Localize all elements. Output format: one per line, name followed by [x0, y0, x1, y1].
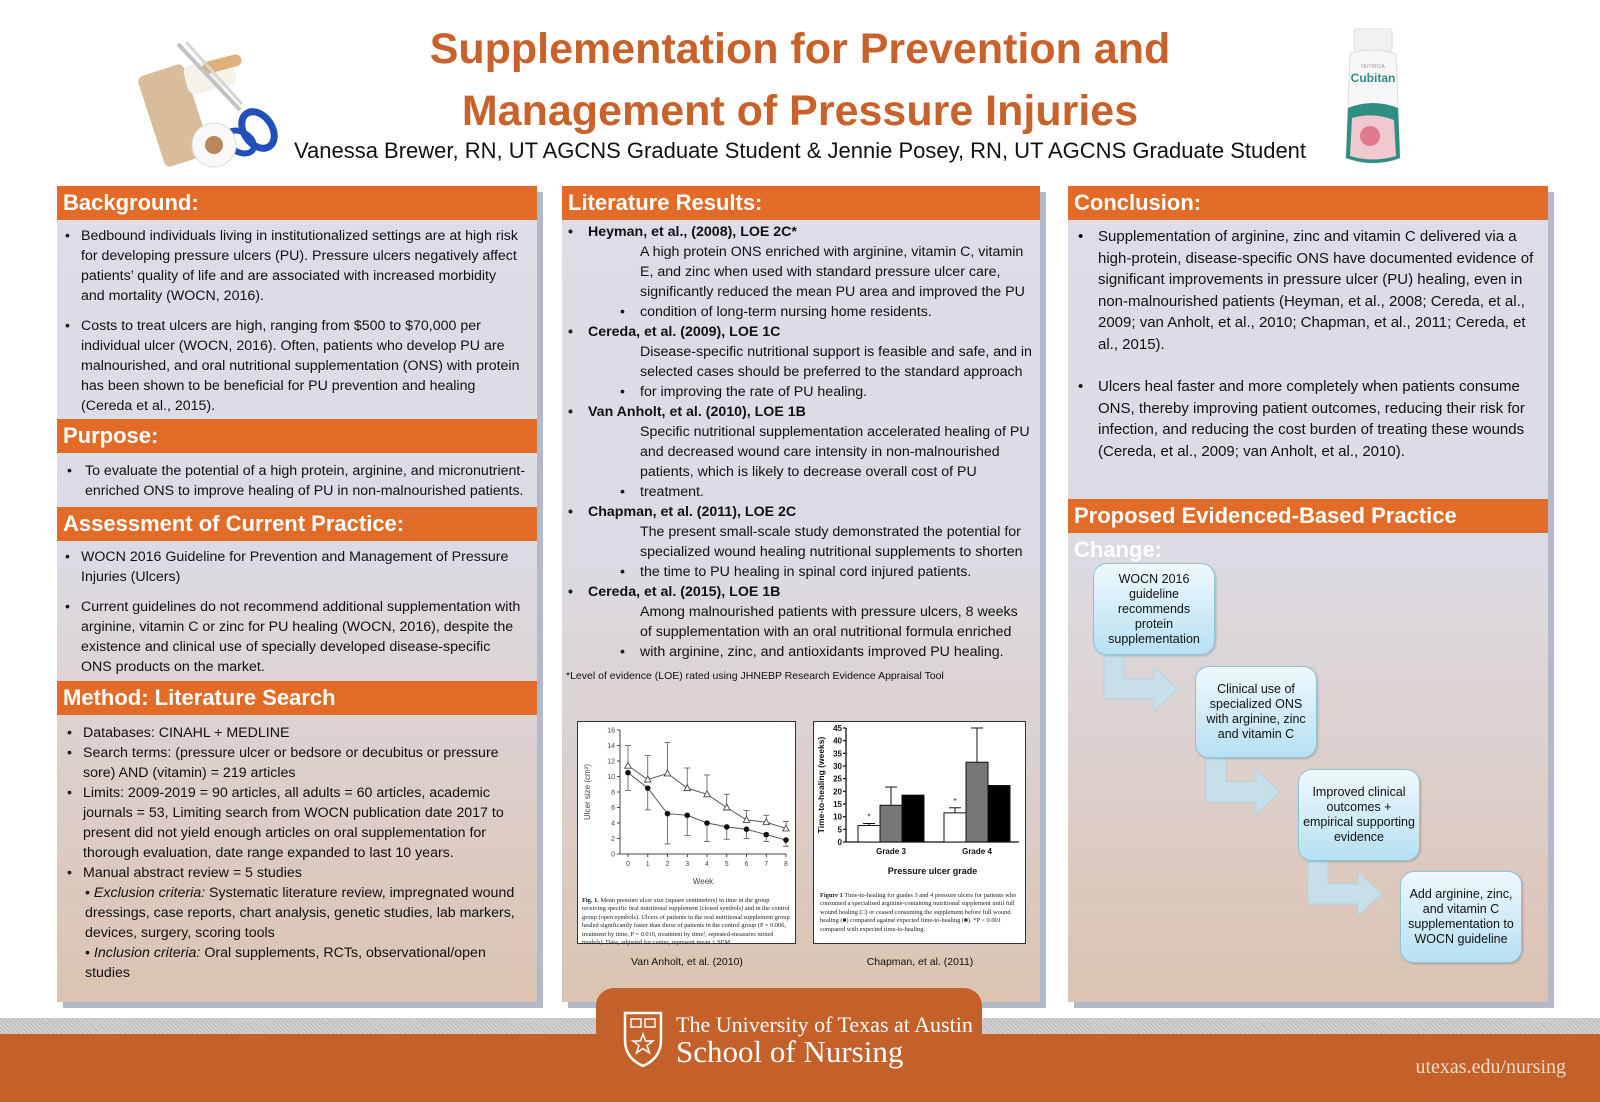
study-finding: Disease-specific nutritional support is feasible and safe, and in selected cases should be preferred to the standard approach for improving the rate of PU healing. •: [620, 344, 1032, 400]
y-tick-label: 5: [837, 825, 842, 835]
data-point: [645, 785, 651, 791]
data-point: [665, 811, 671, 817]
list-item: • Databases: CINAHL + MEDLINE: [63, 723, 523, 743]
x-axis-label: Pressure ulcer grade: [887, 866, 978, 876]
website-url[interactable]: utexas.edu/nursing: [1415, 1056, 1566, 1078]
footnote-mark: *: [566, 670, 571, 682]
bar: [966, 762, 988, 842]
data-point: [763, 832, 769, 838]
x-tick-label: 0: [626, 861, 630, 868]
bullet: •: [620, 644, 625, 660]
list-item: • Manual abstract review = 5 studies: [63, 863, 523, 883]
data-point: [724, 804, 730, 810]
y-tick-label: 35: [833, 749, 842, 759]
bar: [880, 805, 902, 842]
x-tick-label: 1: [645, 861, 650, 868]
list-item: • Current guidelines do not recommend additional supplementation with arginine, vitamin C or zinc for PU healing (WOCN, 2016), despite the existence and clinical use of specially developed disease-specific ONS products on the market.: [61, 597, 523, 677]
x-tick-label: 8: [784, 861, 788, 868]
right-column-panel: [1068, 186, 1548, 1002]
significance-marker: *: [867, 812, 871, 822]
bar: [858, 826, 880, 842]
study-citation: Cereda, et al. (2009), LOE 1C •: [568, 324, 781, 340]
bar: [944, 813, 966, 842]
study-entry: [566, 402, 1032, 502]
y-tick-label: 16: [607, 727, 615, 735]
y-tick-label: 45: [833, 724, 842, 733]
y-tick-label: 25: [833, 774, 842, 784]
flow-step-4: Add arginine, zinc, and vitamin C supplementation to WOCN guideline: [1400, 871, 1522, 963]
flow-step-3: Improved clinical outcomes + empirical supporting evidence: [1298, 769, 1420, 861]
bullet: •: [568, 504, 573, 520]
x-tick-label: 4: [705, 861, 709, 868]
bullet: •: [568, 584, 573, 600]
chapman-chart: [813, 721, 1026, 944]
data-point: [625, 762, 631, 768]
study-entry: [566, 502, 1032, 582]
data-point: [684, 785, 690, 791]
conclusion-heading: Conclusion:: [1068, 186, 1548, 220]
university-name: The University of Texas at Austin: [676, 1012, 973, 1037]
bar: [988, 786, 1010, 842]
study-finding: Specific nutritional supplementation accelerated healing of PU and decreased wound care intensity in non-malnourished patients, which is likely to decrease overall cost of PU treatment. •: [620, 424, 1030, 500]
x-axis-label: Week: [692, 877, 714, 886]
caption-label: Figure 1: [820, 892, 843, 899]
practice-change-heading: Proposed Evidenced-Based Practice Change:: [1068, 499, 1548, 533]
flow-step-1: WOCN 2016 guideline recommends protein supplementation: [1093, 563, 1215, 655]
ulcer-size-line-chart: [578, 722, 797, 892]
y-tick-label: 30: [833, 762, 842, 771]
y-tick-label: 15: [833, 800, 842, 809]
data-point: [664, 770, 670, 776]
background-list: [57, 220, 537, 416]
data-point: [724, 824, 730, 830]
bullet: •: [620, 384, 625, 400]
study-finding: A high protein ONS enriched with arginine, vitamin C, vitamin E, and zinc when used with standard pressure ulcer care, significantly reduced the mean PU area and improved the PU condition of long-term nursing home residents. •: [620, 244, 1025, 320]
inclusion-criteria: • Inclusion criteria: Oral supplements, RCTs, observational/open studies: [85, 945, 486, 981]
study-citation: Van Anholt, et al. (2010), LOE 1B •: [568, 404, 806, 420]
study-entry: [566, 582, 1032, 662]
poster-title: [300, 18, 1300, 142]
data-point: [743, 816, 749, 822]
list-item: • Supplementation of arginine, zinc and vitamin C delivered via a high-protein, disease-specific ONS have documented evidence of significant improvements in pressure ulcer (PU) healing, even in non-malnourished patients (Heyman, et al., 2008; Cereda, et al., 2009; van Anholt, et al., 2010; Chapman, et al., 2011; Cereda, et al., 2015).: [1074, 226, 1538, 355]
conclusion-list: [1068, 220, 1548, 462]
study-citation: Chapman, et al. (2011), LOE 2C •: [568, 504, 797, 520]
chart2-caption: [814, 892, 1025, 934]
data-point: [625, 770, 631, 776]
inclusion-text: Oral supplements, RCTs, observational/open studies: [85, 945, 486, 981]
y-tick-label: 6: [611, 805, 615, 812]
y-tick-label: 4: [611, 820, 615, 828]
ut-nursing-logo: [596, 988, 982, 1102]
y-tick-label: 0: [611, 851, 615, 859]
bullet: •: [620, 484, 625, 500]
y-tick-label: 8: [611, 789, 615, 797]
y-tick-label: 2: [611, 836, 615, 843]
bottle-brand: Cubitan: [1350, 71, 1396, 85]
method-heading: Method: Literature Search: [57, 681, 537, 715]
y-axis-label: Time-to-healing (weeks): [816, 736, 826, 834]
y-tick-label: 20: [833, 787, 842, 797]
chart1-source: Van Anholt, et al. (2010): [631, 956, 743, 968]
list-item: • Costs to treat ulcers are high, ranging from $500 to $70,000 per individual ulcer (WOCN, 2016). Often, patients who develop PU are malnourished, and oral nutritional supplementation (ONS) with protein has been shown to be beneficial for PU prevention and healing (Cereda et al., 2015).: [61, 316, 523, 416]
flow-step-2: Clinical use of specialized ONS with arginine, zinc and vitamin C: [1195, 666, 1317, 758]
list-item: • Limits: 2009-2019 = 90 articles, all adults = 60 articles, academic journals = 53, Limiting search from WOCN publication date 2017 to present did not yield enough articles on oral supplementation for thorough evaluation, date range expanded to last 10 years.: [63, 783, 523, 863]
bullet: •: [568, 224, 573, 240]
data-point: [744, 826, 750, 832]
list-item: • Ulcers heal faster and more completely when patients consume ONS, thereby improving patient outcomes, reducing their risk for infection, and reducing the cost burden of treating these wounds (Cereda, et al., 2009; van Anholt, et al., 2010).: [1074, 376, 1538, 462]
list-item: • Bedbound individuals living in institutionalized settings are at high risk for developing pressure ulcers (PU). Pressure ulcers negatively affect patients’ quality of life and are associated with increased morbidity and mortality (WOCN, 2016).: [61, 226, 523, 306]
bullet: •: [568, 324, 573, 340]
exclusion-criteria: • Exclusion criteria: Systematic literature review, impregnated wound dressings, case reports, chart analysis, genetic studies, lab markers, devices, surgery, scoring tools: [85, 885, 515, 941]
school-name: School of Nursing: [676, 1034, 904, 1069]
method-list: [57, 715, 537, 883]
bar: [902, 795, 924, 842]
y-tick-label: 10: [607, 774, 615, 781]
title-line-1: Supplementation for Prevention and: [429, 25, 1171, 73]
studies-list: [562, 220, 1040, 662]
x-tick-label: Grade 3: [876, 847, 906, 856]
time-to-healing-bar-chart: [814, 722, 1027, 887]
inclusion-label: Inclusion criteria:: [93, 945, 201, 961]
y-tick-label: 0: [837, 838, 842, 847]
data-point: [704, 820, 710, 826]
study-citation: Heyman, et al., (2008), LOE 2C* •: [568, 224, 797, 240]
bullet: •: [620, 304, 625, 320]
study-finding: The present small-scale study demonstrated the potential for specialized wound healing nutritional supplements to shorten the time to PU healing in spinal cord injured patients. •: [620, 524, 1023, 580]
caption-text: Time-to-healing for grades 3 and 4 pressure ulcers for patients who consumed a specialised arginine-containing nutritional supplement until full wound healing (□) or ceased consuming the supplement before full wound healing (■) compared against expected time-to-healing (■). *P < 0.001 compared with expected time-to-healing.: [820, 892, 1017, 933]
caption-text: Mean pressure ulcer size (square centimeters) in time in the group receiving specific oral nutritional supplement (closed symbols) and in the control group (open symbols). Ulcers of patients in the oral nutritional supplement group healed significantly faster than those of patients in the control group (P = 0.006, treatment by time; P = 0.016, treatment by time², repeated-measures mixed models). Data, adjusted for center, represent mean ± SEM.: [582, 897, 790, 947]
authors: Vanessa Brewer, RN, UT AGCNS Graduate Student & Jennie Posey, RN, UT AGCNS Graduate Student: [293, 138, 1307, 163]
middle-column-panel: [562, 186, 1040, 1002]
x-tick-label: 3: [685, 861, 690, 868]
title-line-2: Management of Pressure Injuries: [461, 87, 1139, 135]
caption-label: Fig. 1.: [582, 897, 599, 904]
y-axis-label: Ulcer size (cm²): [583, 764, 592, 820]
exclusion-text: Systematic literature review, impregnated wound dressings, case reports, chart analysis, genetic studies, lab markers, devices, surgery, scoring tools: [85, 885, 515, 941]
assessment-heading: Assessment of Current Practice:: [57, 507, 537, 541]
chart2-source: Chapman, et al. (2011): [866, 956, 974, 968]
significance-marker: *: [953, 796, 957, 806]
study-citation: Cereda, et al. (2015), LOE 1B •: [568, 584, 781, 600]
exclusion-label: Exclusion criteria:: [93, 885, 206, 901]
study-finding: Among malnourished patients with pressure ulcers, 8 weeks of supplementation with an oral nutritional formula enriched with arginine, zinc, and antioxidants improved PU healing. •: [620, 604, 1018, 660]
list-item: • WOCN 2016 Guideline for Prevention and Management of Pressure Injuries (Ulcers): [61, 547, 523, 587]
data-point: [783, 837, 789, 843]
supplement-bottle-image: [1340, 28, 1406, 168]
purpose-heading: Purpose:: [57, 419, 537, 453]
footnote-text: Level of evidence (LOE) rated using JHNEBP Research Evidence Appraisal Tool: [570, 670, 944, 682]
y-tick-label: 12: [607, 758, 615, 766]
x-tick-label: 6: [744, 861, 749, 868]
list-item: • Search terms: (pressure ulcer or bedsore or decubitus or pressure sore) AND (vitamin) = 219 articles: [63, 743, 523, 783]
x-tick-label: 5: [724, 861, 729, 868]
x-tick-label: 2: [665, 861, 670, 868]
assessment-list: [57, 541, 537, 681]
y-tick-label: 40: [833, 736, 842, 746]
bullet: •: [568, 404, 573, 420]
ut-shield-icon: [622, 1010, 664, 1068]
bottle-brand-small: NUTRICIA: [1361, 64, 1385, 70]
bullet: •: [620, 564, 625, 580]
purpose-list: [57, 453, 537, 507]
left-column-panel: [57, 186, 537, 1002]
study-entry: [566, 222, 1032, 322]
y-tick-label: 14: [607, 743, 615, 750]
study-entry: [566, 322, 1032, 402]
chart1-caption: [578, 897, 795, 947]
loe-footnote: [562, 662, 1040, 682]
y-tick-label: 10: [833, 812, 842, 822]
x-tick-label: 7: [764, 861, 769, 868]
background-heading: Background:: [57, 186, 537, 220]
data-point: [684, 812, 690, 818]
poster-header: [0, 0, 1600, 180]
van-anholt-chart: [577, 721, 796, 947]
x-tick-label: Grade 4: [962, 847, 992, 856]
literature-heading: Literature Results:: [562, 186, 1040, 220]
list-item: • To evaluate the potential of a high protein, arginine, and micronutrient-enriched ONS to improve healing of PU in non-malnourished patients.: [63, 461, 531, 501]
